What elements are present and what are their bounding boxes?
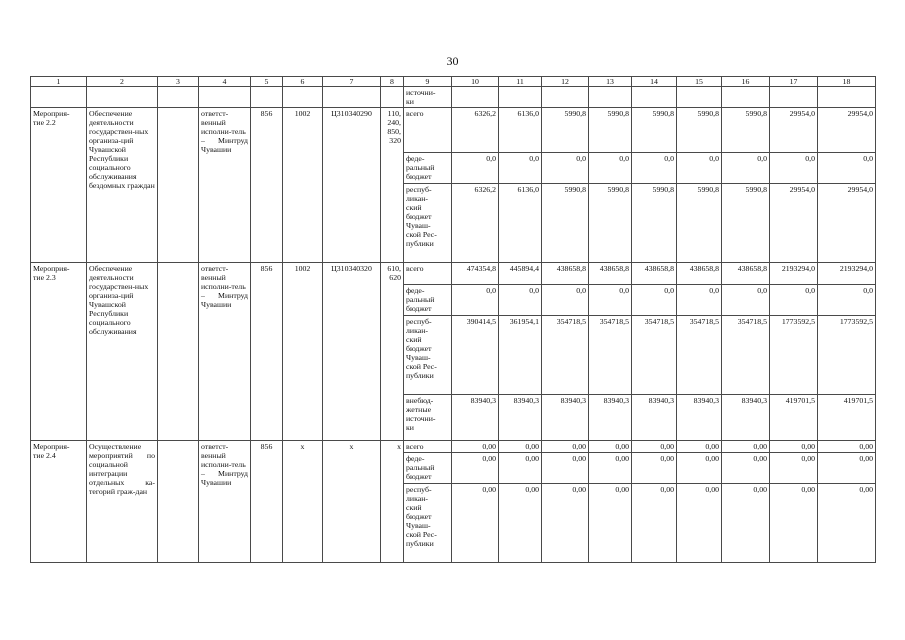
value-cell: 0,00: [770, 453, 818, 484]
value-cell: 0,00: [499, 484, 542, 563]
value-cell: 0,0: [818, 285, 876, 316]
measure-cell: Мероприя- тие 2.2: [31, 108, 87, 263]
column-number: 14: [632, 77, 677, 87]
value-cell: 0,00: [722, 453, 770, 484]
value-cell: 6136,0: [499, 108, 542, 153]
value-cell: 0,00: [722, 441, 770, 453]
value-cell: 0,0: [677, 285, 722, 316]
measure-name-cell: Обеспечение деятельности государствен-ных организа-ций Чувашской Республики социального обслуживания: [87, 263, 158, 441]
value-cell: 83940,3: [542, 395, 589, 441]
empty-cell: [542, 87, 589, 108]
column-number: 16: [722, 77, 770, 87]
value-cell: 0,00: [452, 484, 499, 563]
value-cell: 438658,8: [589, 263, 632, 285]
value-cell: 0,0: [452, 285, 499, 316]
value-cell: 0,00: [818, 441, 876, 453]
table-row: [31, 108, 876, 153]
funding-source-cell: внебюд- жетные источни- ки: [404, 395, 452, 441]
expense-type-cell: 110, 240, 850, 320: [381, 108, 404, 263]
column-number: 17: [770, 77, 818, 87]
empty-cell: [677, 87, 722, 108]
rzpr-code-cell: 1002: [283, 263, 323, 441]
value-cell: 354718,5: [722, 316, 770, 395]
value-cell: 0,00: [632, 441, 677, 453]
value-cell: 5990,8: [632, 108, 677, 153]
value-cell: 390414,5: [452, 316, 499, 395]
column-number: 9: [404, 77, 452, 87]
funding-source-cell: феде- ральный бюджет: [404, 453, 452, 484]
funding-source-cell: всего: [404, 441, 452, 453]
column-number: 3: [158, 77, 199, 87]
value-cell: 6136,0: [499, 184, 542, 263]
funding-source-cell: всего: [404, 263, 452, 285]
grbs-code-cell: 856: [251, 263, 283, 441]
coexecutor-cell: [158, 263, 199, 441]
responsible-cell: ответст-венный исполни-тель – Минтруд Чувашии: [199, 108, 251, 263]
value-cell: 0,00: [677, 453, 722, 484]
value-cell: 0,0: [722, 153, 770, 184]
value-cell: 29954,0: [770, 108, 818, 153]
source-cell: источни- ки: [404, 87, 452, 108]
column-number: 4: [199, 77, 251, 87]
value-cell: 474354,8: [452, 263, 499, 285]
column-number: 12: [542, 77, 589, 87]
value-cell: 438658,8: [542, 263, 589, 285]
coexecutor-cell: [158, 441, 199, 563]
value-cell: 0,0: [770, 285, 818, 316]
value-cell: 0,00: [632, 484, 677, 563]
funding-source-cell: респуб- ликан- ский бюджет Чуваш- ской Рес- публики: [404, 484, 452, 563]
value-cell: 0,0: [722, 285, 770, 316]
empty-cell: [589, 87, 632, 108]
value-cell: 0,0: [589, 285, 632, 316]
value-cell: 0,00: [589, 453, 632, 484]
value-cell: 0,00: [677, 441, 722, 453]
expense-type-cell: 610, 620: [381, 263, 404, 441]
value-cell: 83940,3: [677, 395, 722, 441]
value-cell: 83940,3: [632, 395, 677, 441]
empty-cell: [251, 87, 283, 108]
continuation-row: [31, 87, 876, 108]
table-row: [31, 263, 876, 285]
value-cell: 438658,8: [722, 263, 770, 285]
value-cell: 83940,3: [722, 395, 770, 441]
value-cell: 354718,5: [542, 316, 589, 395]
value-cell: 0,0: [542, 153, 589, 184]
grbs-code-cell: 856: [251, 108, 283, 263]
value-cell: 0,00: [452, 453, 499, 484]
column-number: 15: [677, 77, 722, 87]
value-cell: 83940,3: [589, 395, 632, 441]
value-cell: 1773592,5: [770, 316, 818, 395]
column-number: 13: [589, 77, 632, 87]
grbs-code-cell: 856: [251, 441, 283, 563]
funding-source-cell: феде- ральный бюджет: [404, 285, 452, 316]
value-cell: 361954,1: [499, 316, 542, 395]
expense-type-cell: х: [381, 441, 404, 563]
column-number: 7: [323, 77, 381, 87]
empty-cell: [323, 87, 381, 108]
value-cell: 0,00: [542, 484, 589, 563]
value-cell: 2193294,0: [770, 263, 818, 285]
measure-cell: Мероприя- тие 2.3: [31, 263, 87, 441]
value-cell: 0,00: [770, 484, 818, 563]
value-cell: 29954,0: [818, 108, 876, 153]
value-cell: 445894,4: [499, 263, 542, 285]
value-cell: 0,00: [818, 484, 876, 563]
rzpr-code-cell: х: [283, 441, 323, 563]
responsible-cell: ответст-венный исполни-тель – Минтруд Чувашии: [199, 263, 251, 441]
column-number: 1: [31, 77, 87, 87]
funding-source-cell: респуб- ликан- ский бюджет Чуваш- ской Рес- публики: [404, 184, 452, 263]
empty-cell: [381, 87, 404, 108]
target-article-cell: х: [323, 441, 381, 563]
empty-cell: [283, 87, 323, 108]
value-cell: 2193294,0: [818, 263, 876, 285]
value-cell: 5990,8: [677, 184, 722, 263]
column-number: 5: [251, 77, 283, 87]
value-cell: 0,00: [499, 441, 542, 453]
value-cell: 0,00: [542, 453, 589, 484]
value-cell: 5990,8: [722, 108, 770, 153]
budget-table: [30, 76, 876, 563]
value-cell: 6326,2: [452, 184, 499, 263]
coexecutor-cell: [158, 108, 199, 263]
value-cell: 5990,8: [589, 184, 632, 263]
value-cell: 29954,0: [770, 184, 818, 263]
value-cell: 354718,5: [589, 316, 632, 395]
empty-cell: [31, 87, 87, 108]
empty-cell: [722, 87, 770, 108]
value-cell: 6326,2: [452, 108, 499, 153]
value-cell: 0,00: [542, 441, 589, 453]
value-cell: 0,0: [499, 285, 542, 316]
column-number: 8: [381, 77, 404, 87]
value-cell: 5990,8: [542, 184, 589, 263]
funding-source-cell: респуб- ликан- ский бюджет Чуваш- ской Рес- публики: [404, 316, 452, 395]
measure-name-cell: Осуществление мероприятий по социальной интеграции отдельных ка-тегорий граж-дан: [87, 441, 158, 563]
value-cell: 5990,8: [677, 108, 722, 153]
value-cell: 0,00: [770, 441, 818, 453]
value-cell: 419701,5: [818, 395, 876, 441]
measure-name-cell: Обеспечение деятельности государствен-ных организа-ций Чувашской Республики социального обслуживания бездомных граждан: [87, 108, 158, 263]
value-cell: 0,00: [677, 484, 722, 563]
value-cell: 0,00: [589, 484, 632, 563]
value-cell: 5990,8: [589, 108, 632, 153]
value-cell: 0,0: [499, 153, 542, 184]
column-number: 18: [818, 77, 876, 87]
empty-cell: [158, 87, 199, 108]
value-cell: 354718,5: [632, 316, 677, 395]
value-cell: 0,0: [677, 153, 722, 184]
value-cell: 0,00: [722, 484, 770, 563]
value-cell: 438658,8: [632, 263, 677, 285]
empty-cell: [87, 87, 158, 108]
empty-cell: [770, 87, 818, 108]
value-cell: 5990,8: [542, 108, 589, 153]
value-cell: 5990,8: [722, 184, 770, 263]
funding-source-cell: феде- ральный бюджет: [404, 153, 452, 184]
rzpr-code-cell: 1002: [283, 108, 323, 263]
funding-source-cell: всего: [404, 108, 452, 153]
value-cell: 0,0: [770, 153, 818, 184]
value-cell: 0,0: [632, 285, 677, 316]
empty-cell: [199, 87, 251, 108]
value-cell: 83940,3: [499, 395, 542, 441]
value-cell: 0,00: [452, 441, 499, 453]
target-article-cell: Ц310340290: [323, 108, 381, 263]
value-cell: 0,0: [452, 153, 499, 184]
empty-cell: [499, 87, 542, 108]
value-cell: 1773592,5: [818, 316, 876, 395]
value-cell: 438658,8: [677, 263, 722, 285]
page-number: 30: [446, 54, 459, 68]
value-cell: 0,00: [818, 453, 876, 484]
column-number: 2: [87, 77, 158, 87]
column-number: 6: [283, 77, 323, 87]
target-article-cell: Ц310340320: [323, 263, 381, 441]
value-cell: 419701,5: [770, 395, 818, 441]
responsible-cell: ответст-венный исполни-тель – Минтруд Чувашии: [199, 441, 251, 563]
table-row: [31, 441, 876, 453]
column-number-row: [31, 77, 876, 87]
value-cell: 0,0: [818, 153, 876, 184]
value-cell: 0,00: [632, 453, 677, 484]
value-cell: 5990,8: [632, 184, 677, 263]
empty-cell: [632, 87, 677, 108]
measure-cell: Мероприя- тие 2.4: [31, 441, 87, 563]
value-cell: 29954,0: [818, 184, 876, 263]
column-number: 11: [499, 77, 542, 87]
value-cell: 0,00: [589, 441, 632, 453]
value-cell: 0,0: [542, 285, 589, 316]
column-number: 10: [452, 77, 499, 87]
empty-cell: [818, 87, 876, 108]
empty-cell: [452, 87, 499, 108]
value-cell: 0,00: [499, 453, 542, 484]
value-cell: 0,0: [632, 153, 677, 184]
value-cell: 354718,5: [677, 316, 722, 395]
value-cell: 83940,3: [452, 395, 499, 441]
value-cell: 0,0: [589, 153, 632, 184]
